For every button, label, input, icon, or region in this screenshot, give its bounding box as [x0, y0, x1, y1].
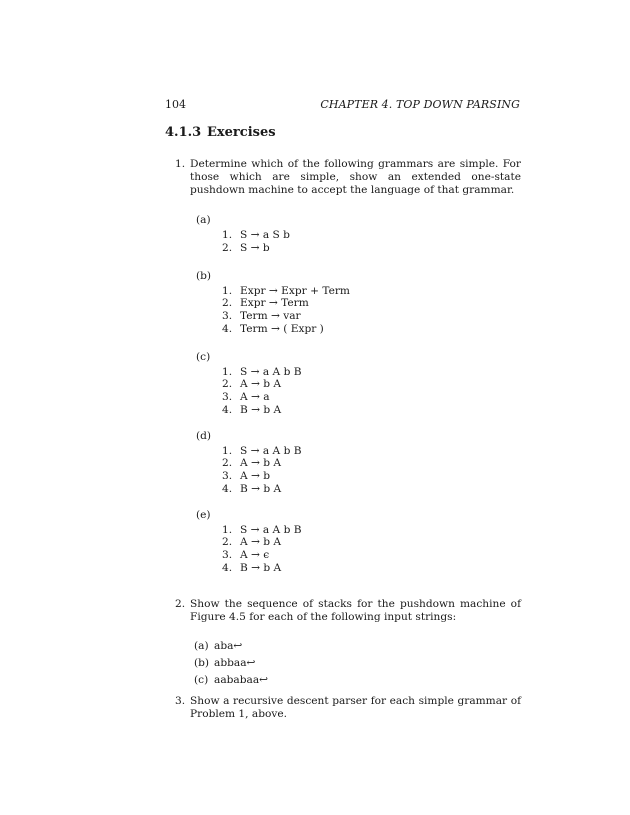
- grammar-rule: [222, 297, 521, 310]
- rule-list: [190, 445, 521, 496]
- rule-text: Term → ( Expr ): [240, 322, 324, 335]
- rule-text: Term → var: [240, 310, 301, 323]
- rule-number: 2.: [222, 457, 233, 470]
- rule-text: A → a: [240, 391, 270, 404]
- exercise-number: 3.: [175, 694, 186, 707]
- page-number: 104: [165, 98, 186, 111]
- exercise-list: [165, 158, 521, 720]
- section-title: Exercises: [207, 125, 276, 140]
- grammar-part-b: [190, 270, 521, 336]
- rule-text: B → b A: [240, 561, 282, 574]
- rule-text: Expr → Expr + Term: [240, 284, 350, 297]
- exercise-1: [165, 158, 521, 575]
- rule-list: [190, 229, 521, 255]
- rule-number: 2.: [222, 536, 233, 549]
- rule-text: S → a A b B: [240, 444, 302, 457]
- rule-number: 1.: [222, 284, 233, 297]
- rule-number: 1.: [222, 523, 233, 536]
- exercise-number: 1.: [175, 158, 186, 170]
- rule-number: 2.: [222, 297, 233, 310]
- grammar-rule: [222, 524, 521, 537]
- rule-text: S → a S b: [240, 229, 290, 242]
- input-label: (c): [194, 673, 209, 686]
- grammar-parts: [190, 214, 521, 574]
- part-label: (a): [196, 214, 211, 227]
- grammar-rule: [222, 457, 521, 470]
- input-string: aababaa↩: [214, 673, 269, 686]
- grammar-rule: [222, 366, 521, 379]
- exercise-text: Show the sequence of stacks for the pushdown machine of Figure 4.5 for each of the following input strings:: [190, 597, 521, 623]
- rule-number: 4.: [222, 403, 233, 416]
- part-label: (d): [196, 429, 212, 442]
- input-string: aba↩: [214, 640, 243, 653]
- input-label: (b): [194, 657, 210, 670]
- grammar-rule: [222, 549, 521, 562]
- section-number: 4.1.3: [165, 125, 202, 140]
- rule-text: A → b A: [240, 457, 282, 470]
- rule-text: B → b A: [240, 403, 282, 416]
- rule-number: 3.: [222, 470, 233, 483]
- rule-number: 1.: [222, 444, 233, 457]
- part-label: (c): [196, 350, 211, 363]
- rule-number: 1.: [222, 365, 233, 378]
- rule-number: 3.: [222, 391, 233, 404]
- rule-list: [190, 524, 521, 575]
- grammar-rule: [222, 483, 521, 496]
- exercise-3: [165, 695, 521, 721]
- rule-number: 2.: [222, 378, 233, 391]
- grammar-rule: [222, 470, 521, 483]
- grammar-rule: [222, 562, 521, 575]
- exercise-2: [165, 598, 521, 687]
- rule-number: 3.: [222, 310, 233, 323]
- rule-text: S → a A b B: [240, 365, 302, 378]
- rule-text: S → a A b B: [240, 523, 302, 536]
- grammar-rule: [222, 229, 521, 242]
- rule-text: A → b A: [240, 378, 282, 391]
- grammar-rule: [222, 323, 521, 336]
- part-label: (b): [196, 269, 212, 282]
- grammar-rule: [222, 285, 521, 298]
- grammar-part-c: [190, 351, 521, 417]
- rule-text: A → b A: [240, 536, 282, 549]
- rule-list: [190, 285, 521, 336]
- grammar-rule: [222, 310, 521, 323]
- rule-text: A → b: [240, 470, 271, 483]
- rule-text: A → ϵ: [240, 549, 270, 562]
- grammar-rule: [222, 242, 521, 255]
- rule-list: [190, 366, 521, 417]
- input-label: (a): [194, 640, 209, 653]
- rule-number: 4.: [222, 561, 233, 574]
- grammar-rule: [222, 378, 521, 391]
- rule-number: 2.: [222, 241, 233, 254]
- grammar-part-e: [190, 509, 521, 575]
- grammar-rule: [222, 445, 521, 458]
- section-heading: [165, 125, 276, 141]
- grammar-part-a: [190, 214, 521, 254]
- rule-number: 1.: [222, 229, 233, 242]
- rule-number: 4.: [222, 322, 233, 335]
- rule-text: Expr → Term: [240, 297, 309, 310]
- rule-number: 3.: [222, 549, 233, 562]
- input-string-item: [190, 674, 521, 687]
- rule-text: S → b: [240, 241, 270, 254]
- grammar-rule: [222, 536, 521, 549]
- input-string-item: [190, 640, 521, 653]
- input-string-item: [190, 657, 521, 670]
- grammar-rule: [222, 404, 521, 417]
- input-string: abbaa↩: [214, 657, 256, 670]
- exercise-text: Show a recursive descent parser for each simple grammar of Problem 1, above.: [190, 694, 521, 720]
- input-string-list: [190, 640, 521, 686]
- exercise-number: 2.: [175, 597, 186, 610]
- rule-text: B → b A: [240, 482, 282, 495]
- running-title: CHAPTER 4. TOP DOWN PARSING: [320, 98, 520, 111]
- grammar-rule: [222, 391, 521, 404]
- grammar-part-d: [190, 430, 521, 496]
- rule-number: 4.: [222, 482, 233, 495]
- exercise-text: Determine which of the following grammars are simple. For those which are simple, show an extended one-state pushdown machine to accept the language of that grammar.: [190, 158, 521, 196]
- part-label: (e): [196, 508, 211, 521]
